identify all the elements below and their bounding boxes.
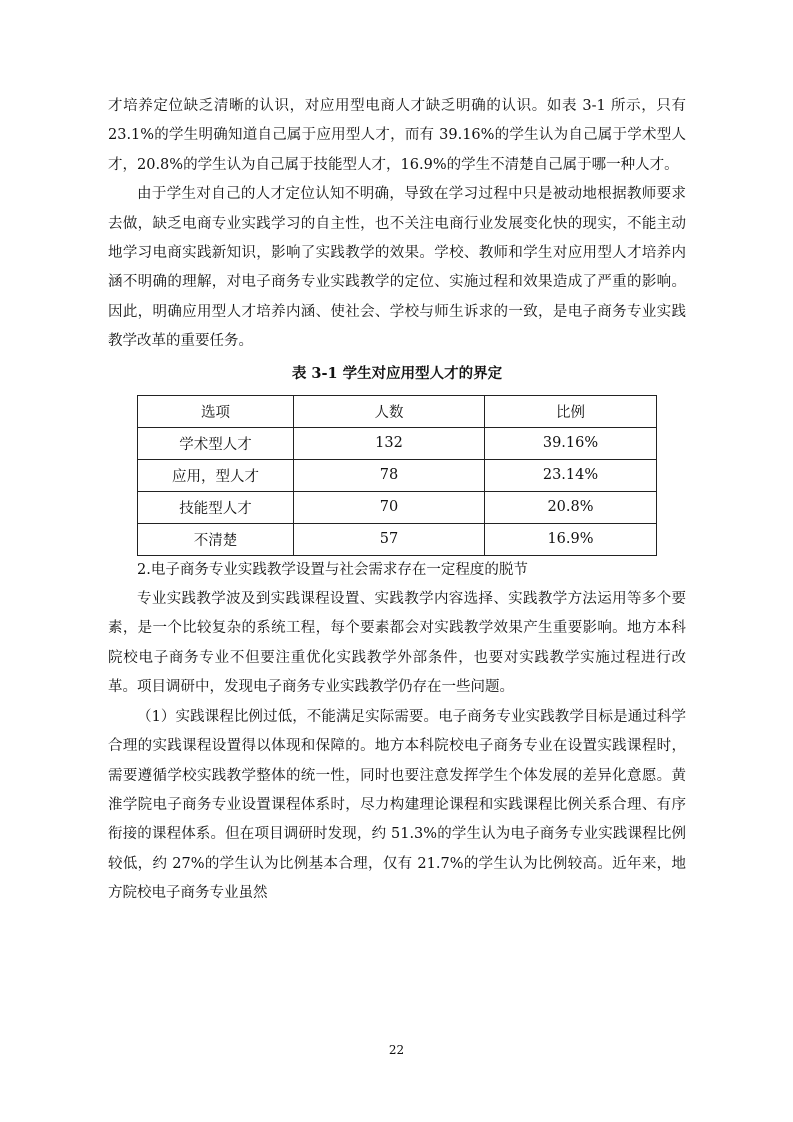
table-caption: 表 3-1 学生对应用型人才的界定 — [291, 364, 503, 382]
table-cell: 57 — [294, 523, 485, 555]
document-body — [108, 92, 686, 909]
table-header-cell: 人数 — [294, 395, 485, 427]
table-cell: 学术型人才 — [138, 427, 294, 459]
table-cell: 132 — [294, 427, 485, 459]
table-cell: 技能型人才 — [138, 491, 294, 523]
paragraph-2: 由于学生对自己的人才定位认知不明确，导致在学习过程中只是被动地根据教师要求去做，缺乏电商专业实践学习的自主性，也不关注电商行业发展变化快的现实，不能主动地学习电商实践新知识，影响了实践教学的效果。学校、教师和学生对应用型人才培养内涵不明确的理解，对电子商务专业实践教学的定位、实施过程和效果造成了严重的影响。因此，明确应用型人才培养内涵、使社会、学校与师生诉求的一致，是电子商务专业实践教学改革的重要任务。 — [108, 186, 686, 350]
table-header-cell: 比例 — [485, 395, 657, 427]
table-cell: 23.14% — [485, 459, 657, 491]
table-cell: 78 — [294, 459, 485, 491]
paragraph-4: （1）实践课程比例过低，不能满足实际需要。电子商务专业实践教学目标是通过科学合理的实践课程设置得以体现和保障的。地方本科院校电子商务专业在设置实践课程时，需要遵循学校实践教学整体的统一性，同时也要注意发挥学生个体发展的差异化意愿。黄淮学院电子商务专业设置课程体系时，尽力构建理论课程和实践课程比例关系合理、有序衔接的课程体系。但在项目调研时发现，约 51.3%的学生认为电子商务专业实践课程比例较低，约 27%的学生认为比例基本合理，仅有 21.7%的学生认为比例较高。近年来，地方院校电子商务专业虽然 — [108, 708, 686, 902]
table-cell: 16.9% — [485, 523, 657, 555]
paragraph-1: 才培养定位缺乏清晰的认识，对应用型电商人才缺乏明确的认识。如表 3-1 所示，只有 23.1%的学生明确知道自己属于应用型人才，而有 39.16%的学生认为自己属于学术型人才，20.8%的学生认为自己属于技能型人才，16.9%的学生不清楚自己属于哪一种人才。 — [108, 98, 686, 173]
table-cell: 不清楚 — [138, 523, 294, 555]
table-cell: 39.16% — [485, 427, 657, 459]
table-header-cell: 选项 — [138, 395, 294, 427]
paragraph-3: 专业实践教学波及到实践课程设置、实践教学内容选择、实践教学方法运用等多个要素，是一个比较复杂的系统工程，每个要素都会对实践教学效果产生重要影响。地方本科院校电子商务专业不但要注重优化实践教学外部条件，也要对实践教学实施过程进行改革。项目调研中，发现电子商务专业实践教学仍存在一些问题。 — [108, 591, 686, 696]
table-row — [138, 459, 657, 491]
table-row — [138, 427, 657, 459]
table-header-row — [138, 395, 657, 427]
table-row — [138, 523, 657, 555]
table-cell: 20.8% — [485, 491, 657, 523]
table-cell: 70 — [294, 491, 485, 523]
table-cell: 应用，型人才 — [138, 459, 294, 491]
table-row — [138, 491, 657, 523]
section-heading: 2.电子商务专业实践教学设置与社会需求存在一定程度的脱节 — [137, 561, 528, 578]
data-table — [137, 395, 657, 556]
page-number: 22 — [388, 1043, 405, 1057]
